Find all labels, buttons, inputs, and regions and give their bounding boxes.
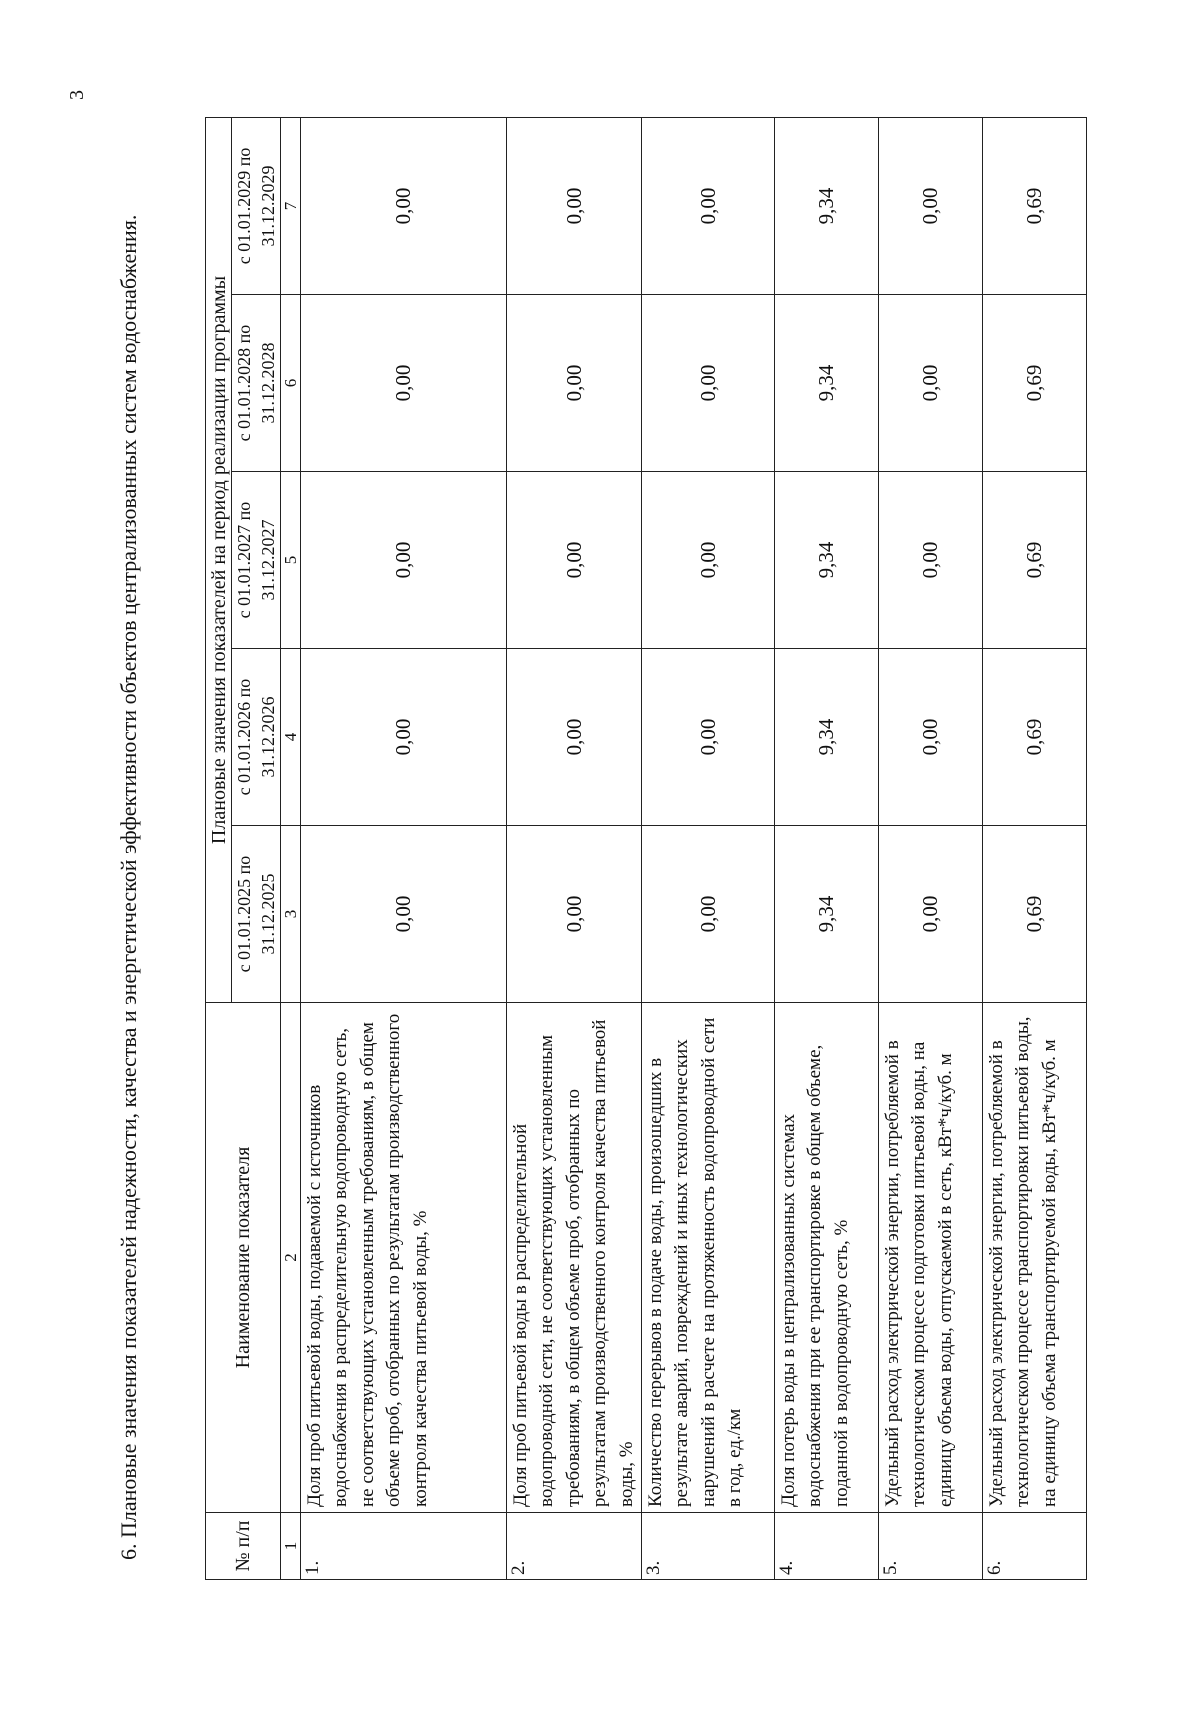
- planned-value: 9,34: [775, 649, 879, 826]
- planned-value: 9,34: [775, 117, 879, 294]
- planned-value: 0,69: [983, 472, 1087, 649]
- row-number: 4.: [775, 1513, 879, 1580]
- page-number: 3: [66, 90, 88, 100]
- column-number-4: 4: [281, 649, 301, 826]
- table-row: [642, 117, 775, 1579]
- table-row: [983, 117, 1087, 1579]
- planned-value: 9,34: [775, 472, 879, 649]
- table-row: [879, 117, 983, 1579]
- column-number-3: 3: [281, 826, 301, 1003]
- planned-value: 0,69: [983, 117, 1087, 294]
- row-number: 6.: [983, 1513, 1087, 1580]
- planned-value: 0,00: [879, 295, 983, 472]
- section-heading: 6. Плановые значения показателей надежности, качества и энергетической эффективности объектов централизованных систем водоснабжения.: [116, 214, 141, 1560]
- planned-value: 0,00: [507, 117, 642, 294]
- column-number-6: 6: [281, 295, 301, 472]
- indicator-name: Удельный расход электрической энергии, потребляемой в технологическом процессе подготовки питьевой воды, на единицу объема воды, отпускаемой в сеть, кВт*ч/куб. м: [879, 1003, 983, 1513]
- planned-value: 0,69: [983, 826, 1087, 1003]
- planned-value: 0,00: [642, 472, 775, 649]
- indicator-name: Доля проб питьевой воды в распределительной водопроводной сети, не соответствующих установленным требованиям, в общем объеме проб, отобранных по результатам производственного контроля качества питьевой воды, %: [507, 1003, 642, 1513]
- planned-value: 0,00: [879, 472, 983, 649]
- planned-value: 0,00: [642, 649, 775, 826]
- planned-value: 0,00: [507, 826, 642, 1003]
- table-row: [301, 117, 507, 1579]
- planned-value: 0,00: [507, 295, 642, 472]
- row-number: 1.: [301, 1513, 507, 1580]
- header-period-2: с 01.01.2026 по 31.12.2026: [232, 649, 281, 826]
- planned-value: 0,00: [301, 649, 507, 826]
- planned-value: 0,00: [879, 826, 983, 1003]
- row-number: 5.: [879, 1513, 983, 1580]
- planned-value: 0,00: [642, 117, 775, 294]
- planned-value: 0,00: [642, 826, 775, 1003]
- header-row-number: № п/п: [206, 1513, 281, 1580]
- header-indicator-name: Наименование показателя: [206, 1003, 281, 1513]
- row-number: 2.: [507, 1513, 642, 1580]
- planned-value: 0,69: [983, 649, 1087, 826]
- indicator-name: Количество перерывов в подаче воды, произошедших в результате аварий, повреждений и иных технологических нарушений в расчете на протяженность водопроводной сети в год, ед./км: [642, 1003, 775, 1513]
- planned-value: 0,00: [301, 295, 507, 472]
- indicator-name: Удельный расход электрической энергии, потребляемой в технологическом процессе транспортировки питьевой воды, на единицу объема транспортируемой воды, кВт*ч/куб. м: [983, 1003, 1087, 1513]
- row-number: 3.: [642, 1513, 775, 1580]
- planned-value: 0,00: [507, 649, 642, 826]
- planned-value: 9,34: [775, 826, 879, 1003]
- header-period-1: с 01.01.2025 по 31.12.2025: [232, 826, 281, 1003]
- column-number-7: 7: [281, 117, 301, 294]
- table-row: [775, 117, 879, 1579]
- planned-value: 0,00: [642, 295, 775, 472]
- planned-value: 0,00: [301, 472, 507, 649]
- header-period-4: с 01.01.2028 по 31.12.2028: [232, 295, 281, 472]
- header-period-5: с 01.01.2029 по 31.12.2029: [232, 117, 281, 294]
- header-planned-values: Плановые значения показателей на период реализации программы: [206, 117, 232, 1002]
- indicator-name: Доля потерь воды в централизованных системах водоснабжения при ее транспортировке в общем объеме, поданной в водопроводную сеть, %: [775, 1003, 879, 1513]
- header-column-numbers-row: [281, 117, 301, 1579]
- planned-value: 0,00: [879, 117, 983, 294]
- indicators-table: [205, 117, 1087, 1580]
- planned-value: 0,00: [879, 649, 983, 826]
- planned-value: 9,34: [775, 295, 879, 472]
- header-period-3: с 01.01.2027 по 31.12.2027: [232, 472, 281, 649]
- column-number-2: 2: [281, 1003, 301, 1513]
- planned-value: 0,69: [983, 295, 1087, 472]
- indicator-name: Доля проб питьевой воды, подаваемой с источников водоснабжения в распределительную водопроводную сеть, не соответствующих установленным требованиям, в общем объеме проб, отобранных по результатам производственного контроля качества питьевой воды, %: [301, 1003, 507, 1513]
- planned-value: 0,00: [301, 117, 507, 294]
- planned-value: 0,00: [507, 472, 642, 649]
- planned-value: 0,00: [301, 826, 507, 1003]
- table-row: [507, 117, 642, 1579]
- column-number-5: 5: [281, 472, 301, 649]
- column-number-1: 1: [281, 1513, 301, 1580]
